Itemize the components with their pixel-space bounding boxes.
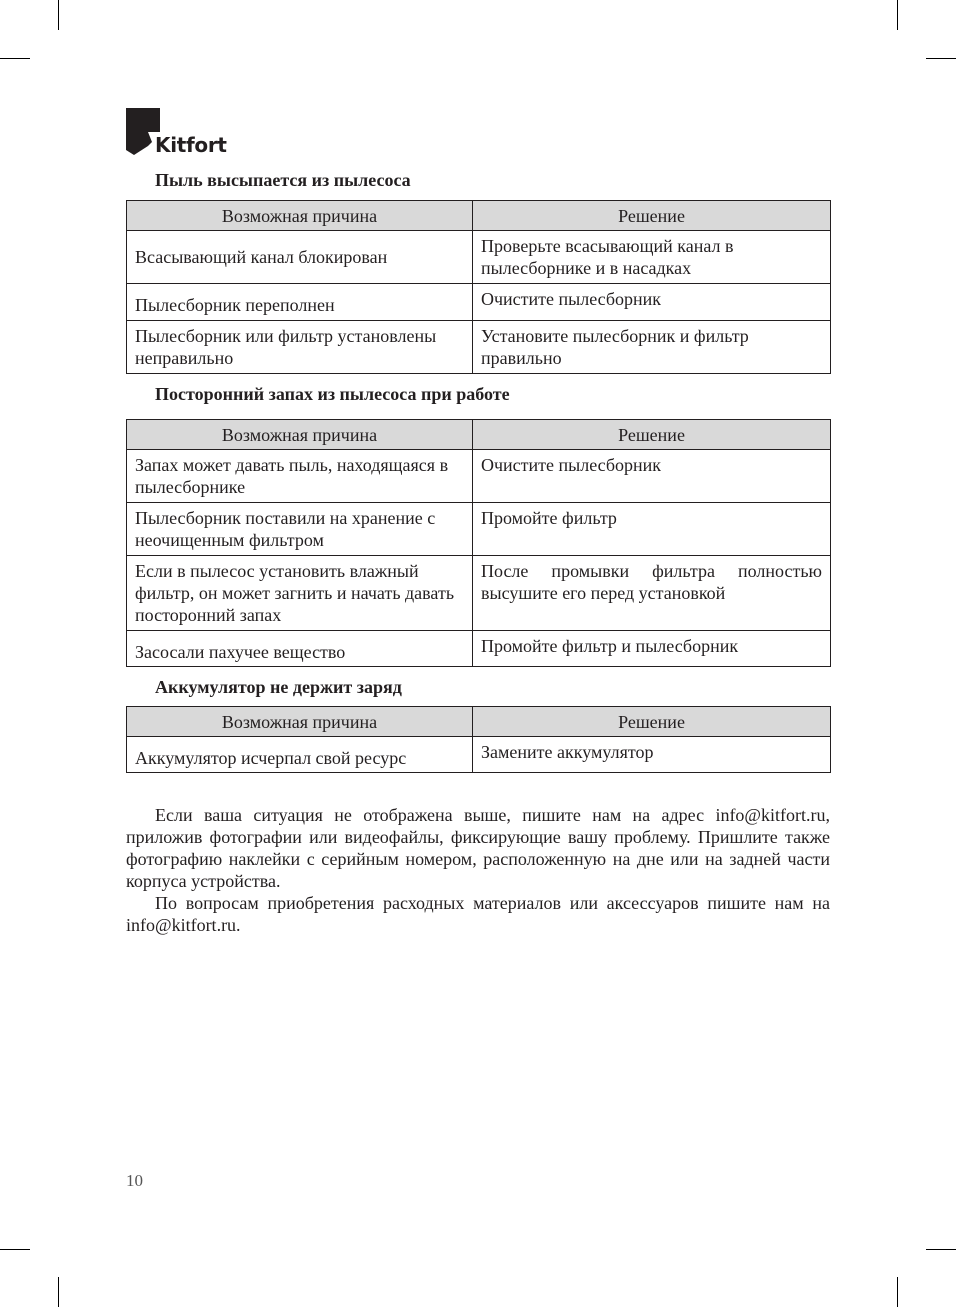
brand-logo xyxy=(126,108,227,158)
table-row xyxy=(127,284,831,321)
cause-cell: Всасывающий канал блокирован xyxy=(127,231,473,284)
table-row xyxy=(127,556,831,631)
crop-mark xyxy=(897,1277,898,1307)
table-row xyxy=(127,737,831,773)
solution-cell: Промойте фильтр и пылесборник xyxy=(473,631,831,667)
table-row xyxy=(127,231,831,284)
section-title: Пыль высыпается из пылесоса xyxy=(155,170,411,190)
crop-mark xyxy=(897,0,898,30)
column-header-solution: Решение xyxy=(473,420,831,450)
column-header-cause: Возможная причина xyxy=(127,420,473,450)
table-header-row xyxy=(127,707,831,737)
solution-cell: Очистите пылесборник xyxy=(473,450,831,503)
table-row xyxy=(127,631,831,667)
table-header-row xyxy=(127,420,831,450)
table-header-row xyxy=(127,201,831,231)
solution-cell: Промойте фильтр xyxy=(473,503,831,556)
contact-info xyxy=(126,804,830,936)
cause-cell: Если в пылесос установить влажный фильтр, он может загнить и начать давать посторонний запах xyxy=(127,556,473,631)
troubleshooting-table xyxy=(126,419,831,667)
cause-cell: Пылесборник переполнен xyxy=(127,284,473,321)
crop-mark xyxy=(926,1249,956,1250)
crop-mark xyxy=(58,1277,59,1307)
solution-cell: Очистите пылесборник xyxy=(473,284,831,321)
cause-cell: Пылесборник поставили на хранение с неочищенным фильтром xyxy=(127,503,473,556)
column-header-solution: Решение xyxy=(473,707,831,737)
paragraph: Если ваша ситуация не отображена выше, пишите нам на адрес info@kitfort.ru, приложив фотографии или видеофайлы, фиксирующие вашу проблему. Пришлите также фотографию наклейки с серийным номером, расположенную на дне или на задней части корпуса устройства. xyxy=(126,805,830,891)
table-row xyxy=(127,503,831,556)
solution-cell: После промывки фильтра полностью высушите его перед установкой xyxy=(473,556,831,631)
column-header-solution: Решение xyxy=(473,201,831,231)
brand-name: Kitfort xyxy=(155,133,227,157)
crop-mark xyxy=(58,0,59,30)
cause-cell: Засосали пахучее вещество xyxy=(127,631,473,667)
solution-cell: Замените аккумулятор xyxy=(473,737,831,773)
column-header-cause: Возможная причина xyxy=(127,201,473,231)
cause-cell: Аккумулятор исчерпал свой ресурс xyxy=(127,737,473,773)
cause-cell: Запах может давать пыль, находящаяся в пылесборнике xyxy=(127,450,473,503)
crop-mark xyxy=(0,1249,30,1250)
page-number: 10 xyxy=(126,1171,143,1190)
paragraph: По вопросам приобретения расходных материалов или аксессуаров пишите нам на info@kitfort.ru. xyxy=(126,893,830,935)
cause-cell: Пылесборник или фильтр установлены неправильно xyxy=(127,321,473,374)
solution-cell: Установите пылесборник и фильтр правильно xyxy=(473,321,831,374)
troubleshooting-table xyxy=(126,706,831,773)
section-title: Аккумулятор не держит заряд xyxy=(155,677,402,697)
table-row xyxy=(127,321,831,374)
section-title: Посторонний запах из пылесоса при работе xyxy=(155,384,510,404)
table-row xyxy=(127,450,831,503)
troubleshooting-table xyxy=(126,200,831,374)
crop-mark xyxy=(0,58,30,59)
solution-cell: Проверьте всасывающий канал в пылесборнике и в насадках xyxy=(473,231,831,284)
column-header-cause: Возможная причина xyxy=(127,707,473,737)
crop-mark xyxy=(926,58,956,59)
